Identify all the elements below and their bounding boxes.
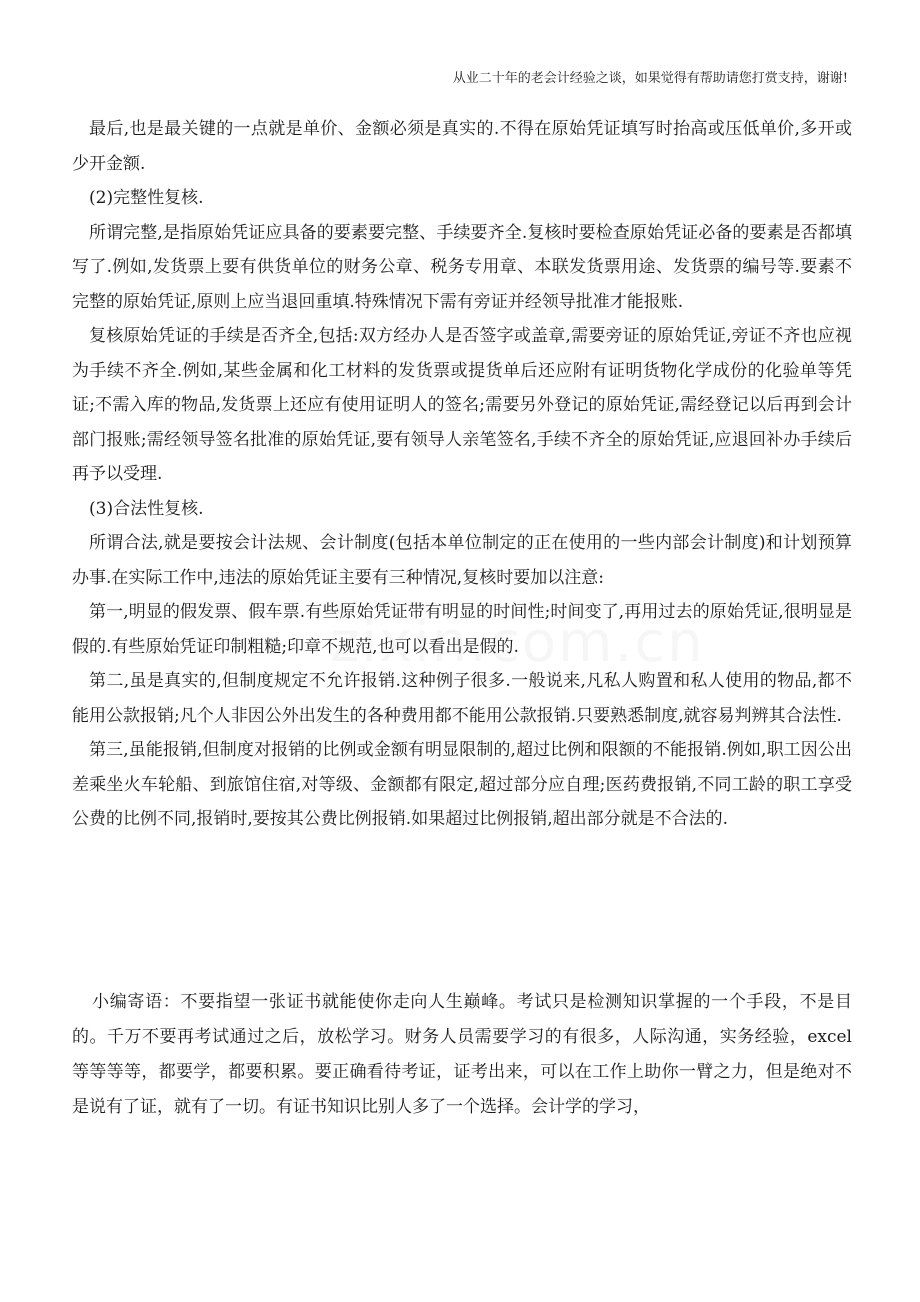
paragraph-completeness: 所谓完整,是指原始凭证应具备的要素要完整、手续要齐全.复核时要检查原始凭证必备的要素是否都填写了.例如,发货票上要有供货单位的财务公章、税务专用章、本联发货票用途、发货票的编号等.要素不完整的原始凭证,原则上应当退回重填.特殊情况下需有旁证并经领导批准才能报账. [72, 222, 852, 312]
editor-note-block [72, 985, 852, 1125]
paragraph-procedures: 复核原始凭证的手续是否齐全,包括:双方经办人是否签字或盖章,需要旁证的原始凭证,旁证不齐也应视为手续不齐全.例如,某些金属和化工材料的发货票或提货单后还应附有证明货物化学成份的化验单等凭证;不需入库的物品,发货票上还应有使用证明人的签名;需要另外登记的原始凭证,需经登记以后再到会计部门报账;需经领导签名批准的原始凭证,要有领导人亲笔签名,手续不齐全的原始凭证,应退回补办手续后再予以受理. [72, 326, 852, 484]
paragraph-legality: 所谓合法,就是要按会计法规、会计制度(包括本单位制定的正在使用的一些内部会计制度)和计划预算办事.在实际工作中,违法的原始凭证主要有三种情况,复核时要加以注意: [72, 533, 852, 588]
heading-completeness-review: (2)完整性复核. [89, 188, 204, 208]
header-note: 从业二十年的老会计经验之谈，如果觉得有帮助请您打赏支持，谢谢! [452, 71, 848, 86]
paragraph-authenticity: 最后,也是最关键的一点就是单价、金额必须是真实的.不得在原始凭证填写时抬高或压低单价,多开或少开金额. [72, 119, 852, 174]
editor-note: 小编寄语：不要指望一张证书就能使你走向人生巅峰。考试只是检测知识掌握的一个手段，不是目的。千万不要再考试通过之后，放松学习。财务人员需要学习的有很多，人际沟通，实务经验，excel 等等等等，都要学，都要积累。要正确看待考证，证考出来，可以在工作上助你一臂之力，但是绝对不是说有了证，就有了一切。有证书知识比别人多了一个选择。会计学的学习， [72, 992, 852, 1117]
paragraph-case-third: 第三,虽能报销,但制度对报销的比例或金额有明显限制的,超过比例和限额的不能报销.例如,职工因公出差乘坐火车轮船、到旅馆住宿,对等级、金额都有限定,超过部分应自理;医药费报销,不同工龄的职工享受公费的比例不同,报销时,要按其公费比例报销.如果超过比例报销,超出部分就是不合法的. [72, 740, 852, 829]
paragraph-case-second: 第二,虽是真实的,但制度规定不允许报销.这种例子很多.一般说来,凡私人购置和私人使用的物品,都不能用公款报销;凡个人非因公外出发生的各种费用都不能用公款报销.只要熟悉制度,就容易判辨其合法性. [72, 671, 852, 726]
paragraph-case-first: 第一,明显的假发票、假车票.有些原始凭证带有明显的时间性;时间变了,再用过去的原始凭证,很明显是假的.有些原始凭证印制粗糙;印章不规范,也可以看出是假的. [72, 602, 852, 657]
document-body [72, 112, 852, 837]
heading-legality-review: (3)合法性复核. [89, 498, 204, 519]
